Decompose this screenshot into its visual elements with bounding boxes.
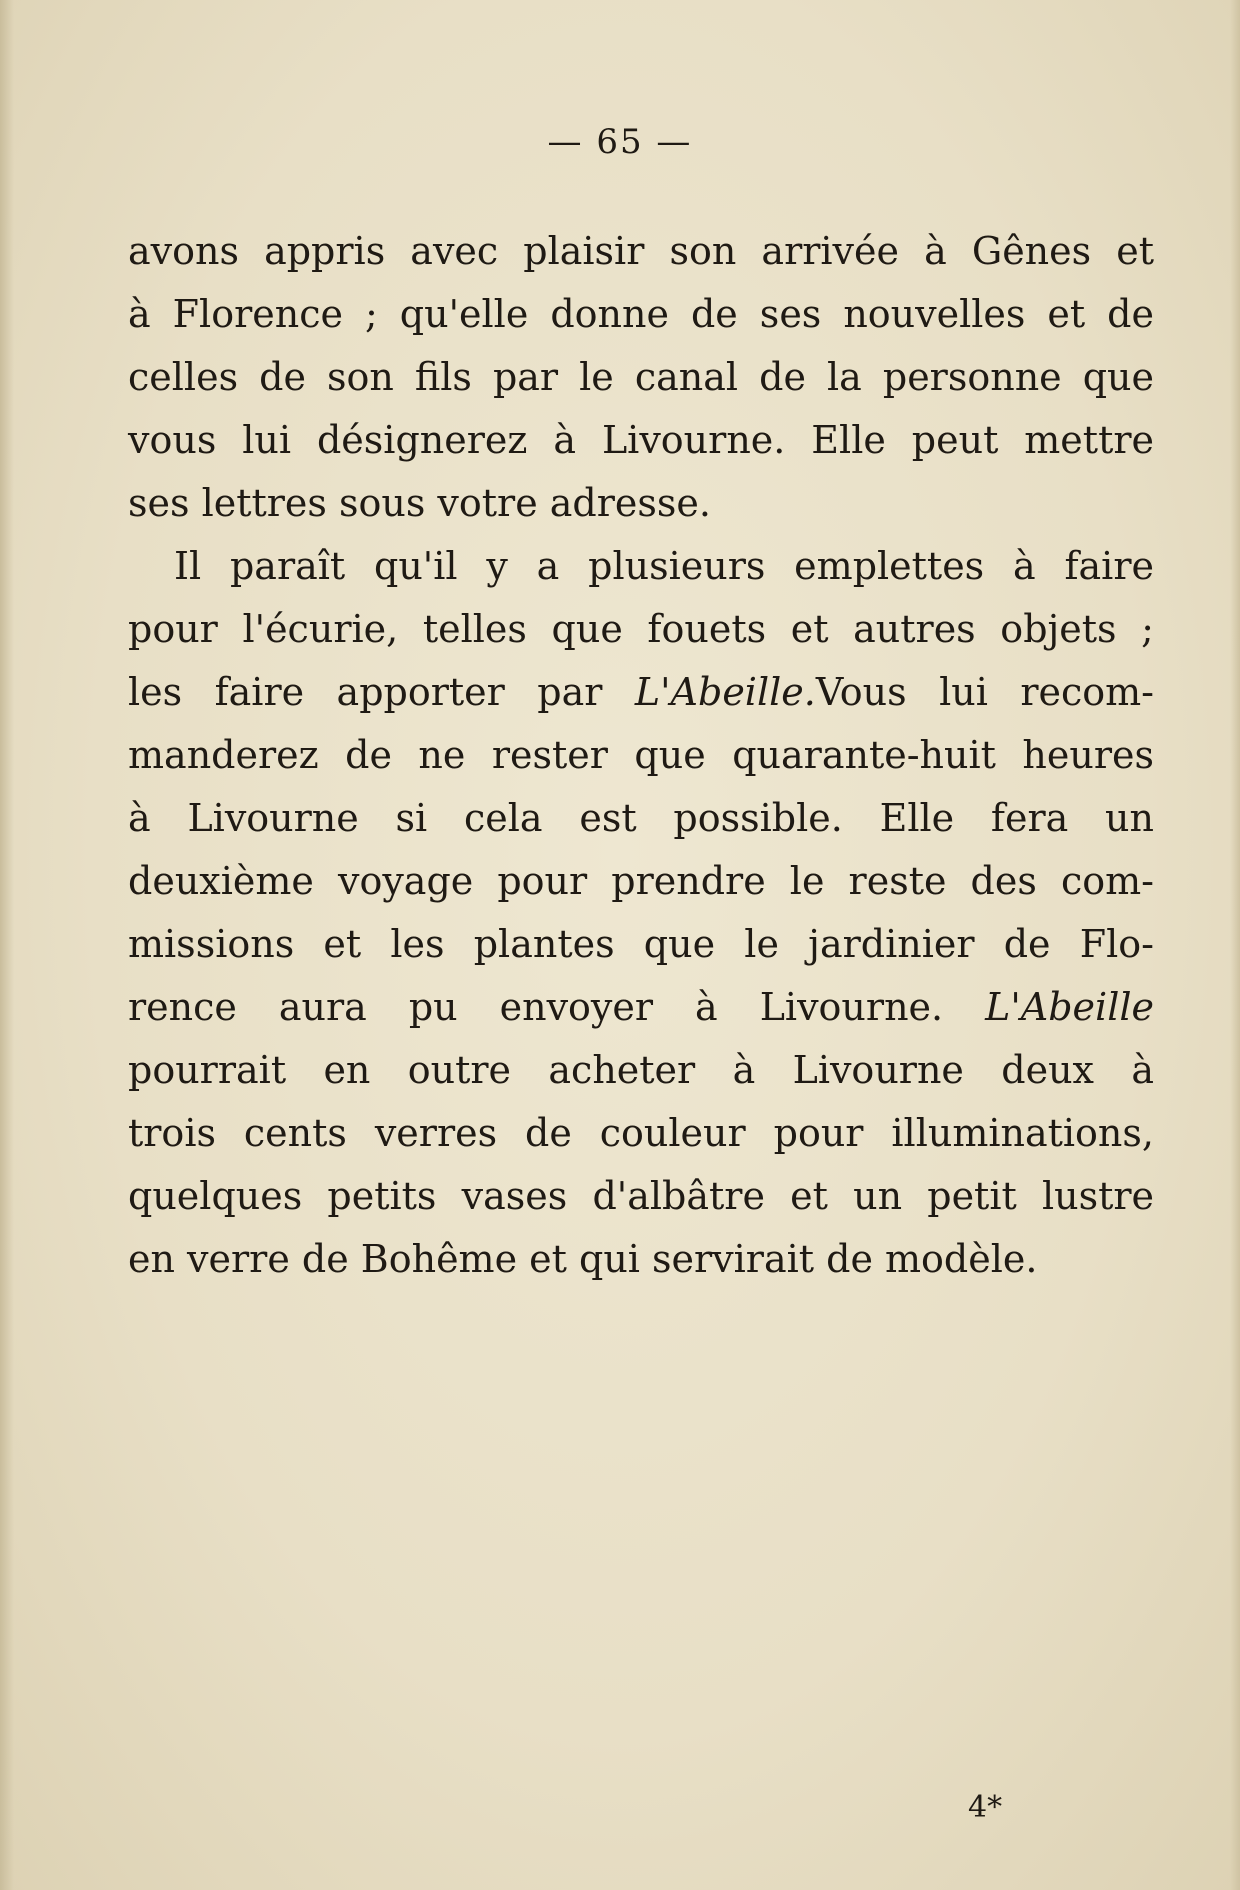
- text-line: quelques petits vases d'albâtre et un petit lustre: [128, 1174, 1154, 1218]
- page-edge-shadow-left: [0, 0, 14, 1890]
- text-line: Il paraît qu'il y a plusieurs emplettes à faire: [174, 544, 1154, 588]
- text-line-with-italic: [128, 976, 1154, 1039]
- text-line-with-italic: [128, 661, 1154, 724]
- ship-name-italic: L'Abeille.: [634, 670, 816, 714]
- text-line: vous lui désignerez à Livourne. Elle peut mettre: [128, 418, 1154, 462]
- text-line: pourrait en outre acheter à Livourne deux à: [128, 1048, 1154, 1092]
- text-line: en verre de Bohême et qui servirait de modèle.: [128, 1237, 1038, 1281]
- text-line: avons appris avec plaisir son arrivée à Gênes et: [128, 229, 1154, 273]
- page-number-header: — 65 —: [547, 122, 693, 162]
- text-run: rence aura pu envoyer à Livourne.: [128, 985, 986, 1029]
- ship-name-italic: L'Abeille: [985, 985, 1154, 1029]
- text-line: manderez de ne rester que quarante-huit heures: [128, 733, 1154, 777]
- text-run: les faire apporter par: [128, 670, 635, 714]
- text-line: à Florence ; qu'elle donne de ses nouvelles et de: [128, 292, 1154, 336]
- text-line: celles de son fils par le canal de la personne que: [128, 355, 1154, 399]
- text-line: deuxième voyage pour prendre le reste des com-: [128, 859, 1154, 903]
- text-line: ses lettres sous votre adresse.: [128, 481, 711, 525]
- text-line: à Livourne si cela est possible. Elle fera un: [128, 796, 1154, 840]
- text-line: pour l'écurie, telles que fouets et autres objets ;: [128, 607, 1154, 651]
- gathering-signature-mark: 4*: [968, 1790, 1003, 1825]
- text-line: trois cents verres de couleur pour illuminations,: [128, 1111, 1154, 1155]
- body-text: [128, 220, 1154, 1291]
- text-run: Vous lui recom-: [815, 670, 1155, 714]
- text-line: missions et les plantes que le jardinier de Flo-: [128, 922, 1154, 966]
- page-edge-shadow-right: [1230, 0, 1240, 1890]
